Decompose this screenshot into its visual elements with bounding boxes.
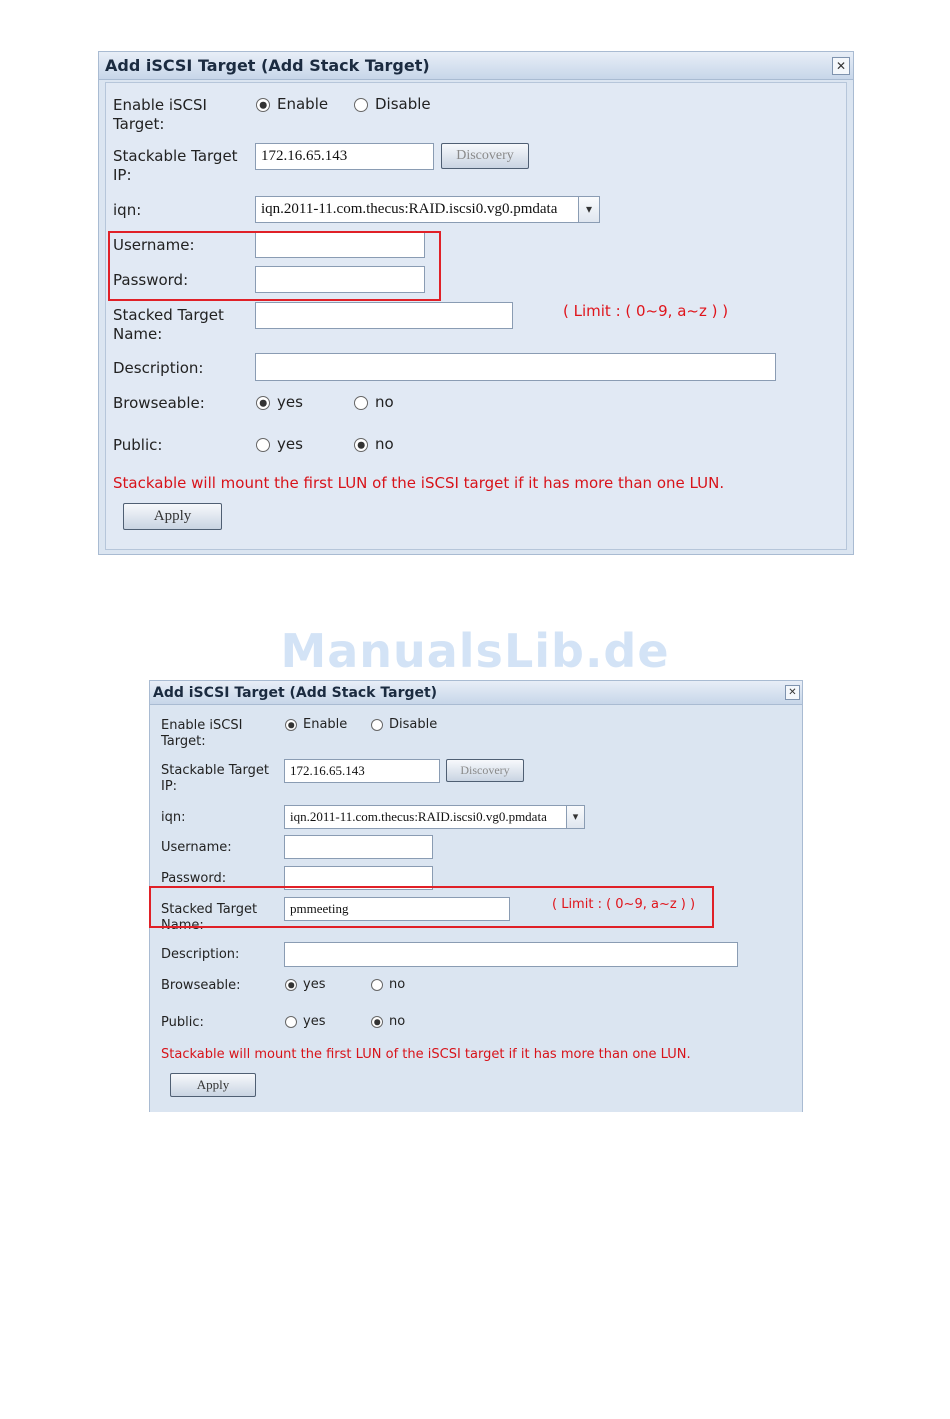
- dialog-header: [150, 681, 802, 705]
- apply-button[interactable]: Apply: [170, 1073, 256, 1097]
- radio-disable[interactable]: [354, 98, 368, 112]
- chevron-down-icon[interactable]: ▾: [566, 805, 585, 829]
- radio-public-yes[interactable]: [285, 1016, 297, 1028]
- username-input[interactable]: [284, 835, 433, 859]
- label-description: Description:: [161, 947, 240, 962]
- chevron-down-icon[interactable]: ▾: [578, 196, 600, 223]
- radio-browseable-no-label: no: [389, 977, 406, 992]
- dialog-title: Add iSCSI Target (Add Stack Target): [105, 56, 430, 75]
- limit-hint: ( Limit : ( 0~9, a~z ) ): [552, 897, 696, 912]
- description-input[interactable]: [255, 353, 776, 381]
- limit-hint: ( Limit : ( 0~9, a~z ) ): [563, 302, 729, 320]
- label-browseable: Browseable:: [113, 394, 205, 412]
- stacked-target-name-input[interactable]: [255, 302, 513, 329]
- label-description: Description:: [113, 359, 204, 377]
- label-username: Username:: [161, 840, 232, 855]
- highlight-username-password: [108, 231, 441, 301]
- label-stacked-target-name: Stacked Target Name:: [113, 306, 224, 343]
- close-icon[interactable]: ✕: [832, 57, 850, 75]
- radio-public-yes-label: yes: [277, 435, 303, 453]
- radio-enable-label: Enable: [277, 95, 329, 113]
- dialog-header: [99, 52, 853, 80]
- label-public: Public:: [113, 436, 163, 454]
- radio-disable[interactable]: [371, 719, 383, 731]
- close-icon[interactable]: ✕: [785, 685, 800, 700]
- radio-browseable-no[interactable]: [371, 979, 383, 991]
- radio-browseable-no[interactable]: [354, 396, 368, 410]
- radio-public-yes[interactable]: [256, 438, 270, 452]
- label-enable-iscsi-target: Enable iSCSI Target:: [113, 96, 207, 133]
- radio-public-no[interactable]: [354, 438, 368, 452]
- stackable-warning: Stackable will mount the first LUN of the iSCSI target if it has more than one LUN.: [113, 474, 725, 492]
- radio-public-no[interactable]: [371, 1016, 383, 1028]
- label-password: Password:: [161, 871, 227, 886]
- radio-public-yes-label: yes: [303, 1014, 326, 1029]
- watermark: ManualsLib.de: [280, 624, 670, 678]
- radio-enable[interactable]: [285, 719, 297, 731]
- label-iqn: iqn:: [113, 201, 142, 219]
- radio-browseable-yes[interactable]: [285, 979, 297, 991]
- radio-public-no-label: no: [375, 435, 394, 453]
- label-browseable: Browseable:: [161, 978, 241, 993]
- discovery-button[interactable]: Discovery: [446, 759, 524, 782]
- label-stackable-target-ip: Stackable Target IP:: [161, 763, 269, 795]
- iqn-select[interactable]: iqn.2011-11.com.thecus:RAID.iscsi0.vg0.pmdata: [255, 196, 579, 223]
- apply-button[interactable]: Apply: [123, 503, 222, 530]
- radio-public-no-label: no: [389, 1014, 406, 1029]
- dialog-title: Add iSCSI Target (Add Stack Target): [153, 685, 438, 701]
- label-iqn: iqn:: [161, 810, 186, 825]
- label-stackable-target-ip: Stackable Target IP:: [113, 147, 238, 184]
- stacked-target-name-input[interactable]: pmmeeting: [284, 897, 510, 921]
- radio-enable-label: Enable: [303, 717, 348, 732]
- discovery-button[interactable]: Discovery: [441, 143, 529, 169]
- ip-input[interactable]: 172.16.65.143: [255, 143, 434, 170]
- radio-enable[interactable]: [256, 98, 270, 112]
- label-public: Public:: [161, 1015, 204, 1030]
- radio-browseable-yes[interactable]: [256, 396, 270, 410]
- radio-browseable-yes-label: yes: [303, 977, 326, 992]
- highlight-stacked-target-name: [149, 886, 714, 928]
- label-password: Password:: [113, 271, 189, 289]
- ip-input[interactable]: 172.16.65.143: [284, 759, 440, 783]
- radio-disable-label: Disable: [389, 717, 438, 732]
- label-stacked-target-name: Stacked Target Name:: [161, 902, 258, 934]
- description-input[interactable]: [284, 942, 738, 967]
- stackable-warning: Stackable will mount the first LUN of the iSCSI target if it has more than one LUN.: [161, 1047, 691, 1062]
- radio-browseable-no-label: no: [375, 393, 394, 411]
- radio-browseable-yes-label: yes: [277, 393, 303, 411]
- label-enable-iscsi-target: Enable iSCSI Target:: [161, 718, 243, 750]
- label-username: Username:: [113, 236, 195, 254]
- iqn-select[interactable]: iqn.2011-11.com.thecus:RAID.iscsi0.vg0.pmdata: [284, 805, 567, 829]
- radio-disable-label: Disable: [375, 95, 431, 113]
